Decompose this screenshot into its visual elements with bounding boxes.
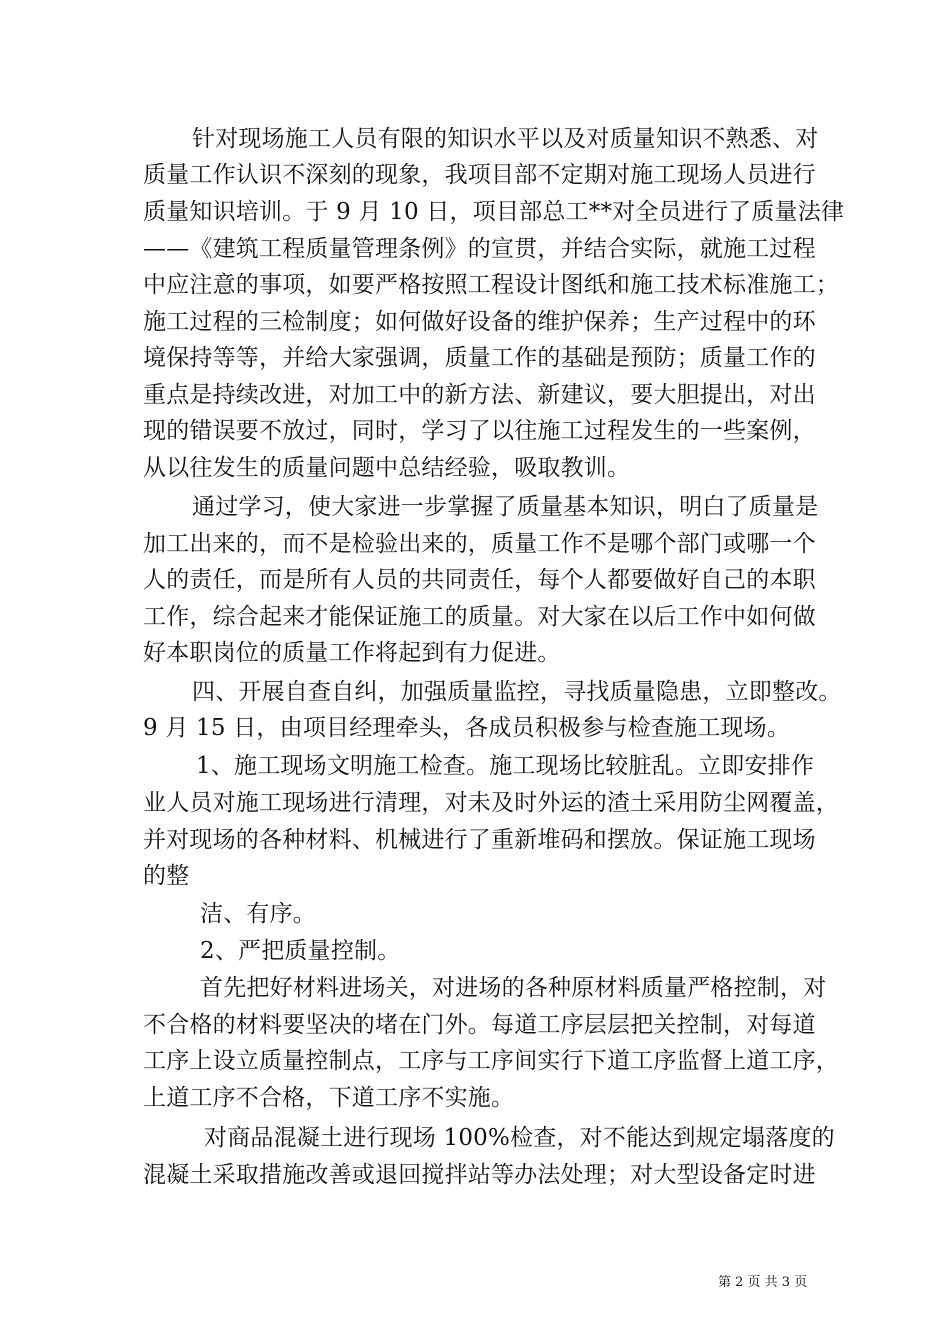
text-line-19: 业人员对施工现场进行清理，对未及时外运的渣土采用防尘网覆盖，: [143, 790, 839, 816]
text-line-7: 境保持等等，并给大家强调，质量工作的基础是预防；质量工作的: [143, 345, 816, 371]
text-line-6: 施工过程的三检制度；如何做好设备的维护保养；生产过程中的环: [143, 309, 816, 335]
text-line-4: ——《建筑工程质量管理条例》的宣贯，并结合实际，就施工过程: [143, 236, 816, 262]
text-line-3: 质量知识培训。于 9 月 10 日，项目部总工**对全员进行了质量法律: [143, 199, 845, 225]
text-line-21: 的整: [143, 863, 190, 889]
text-line-8: 重点是持续改进，对加工中的新方法、新建议，要大胆提出，对出: [143, 382, 816, 408]
text-line-1: 针对现场施工人员有限的知识水平以及对质量知识不熟悉、对: [192, 126, 819, 152]
text-line-26: 工序上设立质量控制点，工序与工序间实行下道工序监督上道工序，: [143, 1048, 839, 1074]
text-line-29: 混凝土采取措施改善或退回搅拌站等办法处理；对大型设备定时进: [143, 1162, 816, 1188]
page-number-footer: 第 2 页 共 3 页: [718, 1275, 808, 1290]
text-line-20: 并对现场的各种材料、机械进行了重新堆码和摆放。保证施工现场: [143, 827, 816, 853]
text-line-14: 工作，综合起来才能保证施工的质量。对大家在以后工作中如何做: [143, 604, 816, 630]
text-line-25: 不合格的材料要坚决的堵在门外。每道工序层层把关控制，对每道: [143, 1012, 816, 1038]
text-line-18: 1、施工现场文明施工检查。施工现场比较脏乱。立即安排作: [196, 753, 815, 779]
text-line-11: 通过学习，使大家进一步掌握了质量基本知识，明白了质量是: [192, 494, 819, 520]
text-line-27: 上道工序不合格，下道工序不实施。: [143, 1085, 515, 1111]
text-line-12: 加工出来的，而不是检验出来的，质量工作不是哪个部门或哪一个: [143, 531, 816, 557]
text-line-22: 洁、有序。: [200, 901, 316, 927]
text-line-24: 首先把好材料进场关，对进场的各种原材料质量严格控制，对: [200, 975, 827, 1001]
text-line-5: 中应注意的事项，如要严格按照工程设计图纸和施工技术标准施工；: [143, 272, 839, 298]
text-line-10: 从以往发生的质量问题中总结经验，吸取教训。: [143, 455, 631, 481]
text-line-28: 对商品混凝土进行现场 100%检查，对不能达到规定塌落度的: [204, 1125, 835, 1151]
text-line-16: 四、开展自查自纠，加强质量监控，寻找质量隐患，立即整改。: [192, 679, 842, 705]
text-line-15: 好本职岗位的质量工作将起到有力促进。: [143, 640, 561, 666]
text-line-23: 2、严把质量控制。: [200, 938, 401, 964]
text-line-2: 质量工作认识不深刻的现象，我项目部不定期对施工现场人员进行: [143, 162, 816, 188]
text-line-17: 9 月 15 日，由项目经理牵头，各成员积极参与检查施工现场。: [143, 715, 791, 741]
text-line-13: 人的责任，而是所有人员的共同责任，每个人都要做好自己的本职: [143, 567, 816, 593]
text-line-9: 现的错误要不放过，同时，学习了以往施工过程发生的一些案例，: [143, 418, 816, 444]
